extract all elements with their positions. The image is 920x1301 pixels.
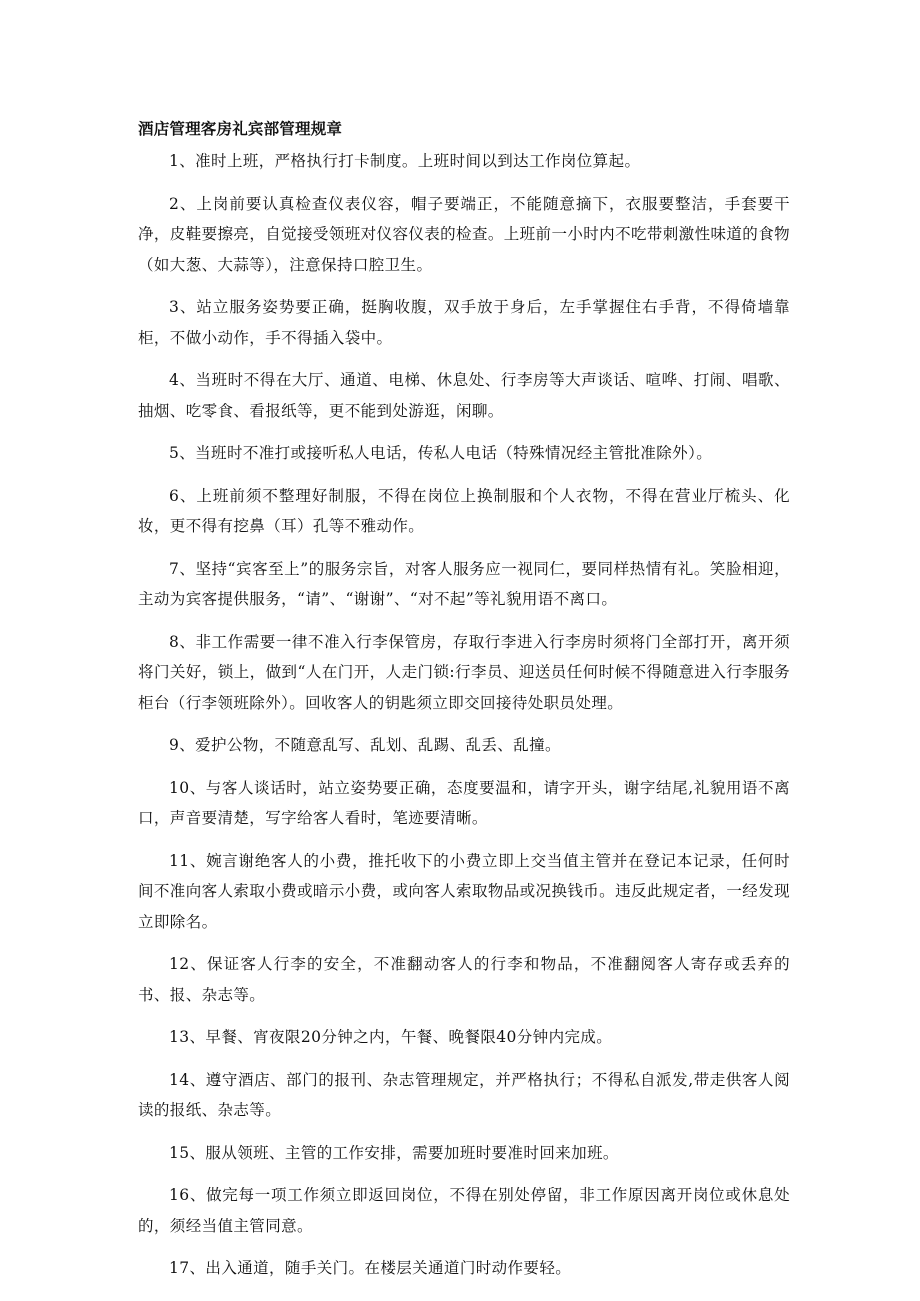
rule-5: 5、当班时不准打或接听私人电话，传私人电话（特殊情况经主管批准除外）。 — [169, 444, 713, 462]
rule-2: 2、上岗前要认真检查仪表仪容，帽子要端正，不能随意摘下，衣服要整洁，手套要干净，皮鞋要擦亮，自觉接受领班对仪容仪表的检查。上班前一小时内不吃带刺激性味道的食物（如大葱、大蒜等），注意保持口腔卫生。 — [138, 194, 790, 274]
rule-11: 11、婉言谢绝客人的小费，推托收下的小费立即上交当值主管并在登记本记录，任何时间不准向客人索取小费或暗示小费，或向客人索取物品或况换钱币。违反此规定者，一经发现立即除名。 — [138, 851, 790, 931]
rule-10: 10、与客人谈话时，站立姿势要正确，态度要温和，请字开头，谢字结尾,礼貌用语不离口，声音要清楚，写字给客人看时，笔迹要清晰。 — [138, 778, 790, 827]
rule-17: 17、出入通道，随手关门。在楼层关通道门时动作要轻。 — [169, 1259, 572, 1277]
rule-8: 8、非工作需要一律不准入行李保管房，存取行李进入行李房时须将门全部打开，离开须将门关好，锁上，做到“人在门开，人走门锁:行李员、迎送员任何时候不得随意进入行李服务柜台（行李领班除外）。回收客人的钥匙须立即交回接待处职员处理。 — [138, 632, 790, 712]
rule-15: 15、服从领班、主管的工作安排，需要加班时要准时回来加班。 — [169, 1143, 619, 1162]
rule-12: 12、保证客人行李的安全，不准翻动客人的行李和物品，不准翻阅客人寄存或丢弃的书、报、杂志等。 — [138, 955, 790, 1004]
document-body — [138, 118, 790, 1296]
rule-6: 6、上班前须不整理好制服，不得在岗位上换制服和个人衣物，不得在营业厅梳头、化妆，更不得有挖鼻（耳）孔等不雅动作。 — [138, 486, 790, 535]
rule-16: 16、做完每一项工作须立即返回岗位，不得在别处停留，非工作原因离开岗位或休息处的，须经当值主管同意。 — [138, 1186, 790, 1235]
rule-3: 3、站立服务姿势要正确，挺胸收腹，双手放于身后，左手掌握住右手背，不得倚墙靠柜，不做小动作，手不得插入袋中。 — [138, 298, 790, 347]
rule-14: 14、遵守酒店、部门的报刊、杂志管理规定，并严格执行；不得私自派发,带走供客人阅读的报纸、杂志等。 — [138, 1070, 790, 1119]
rule-1: 1、准时上班，严格执行打卡制度。上班时间以到达工作岗位算起。 — [169, 152, 641, 170]
rule-9: 9、爱护公物，不随意乱写、乱划、乱踢、乱丢、乱撞。 — [169, 736, 561, 754]
rule-7: 7、坚持“宾客至上”的服务宗旨，对客人服务应一视同仁，要同样热情有礼。笑脸相迎，主动为宾客提供服务，“请”、“谢谢”、“对不起”等礼貌用语不离口。 — [138, 559, 790, 608]
document-title: 酒店管理客房礼宾部管理规章 — [138, 119, 343, 138]
rule-4: 4、当班时不得在大厅、通道、电梯、休息处、行李房等大声谈话、喧哗、打闹、唱歌、抽烟、吃零食、看报纸等，更不能到处游逛，闲聊。 — [138, 371, 790, 420]
rule-13: 13、早餐、宵夜限20分钟之内，午餐、晚餐限40分钟内完成。 — [169, 1028, 613, 1046]
